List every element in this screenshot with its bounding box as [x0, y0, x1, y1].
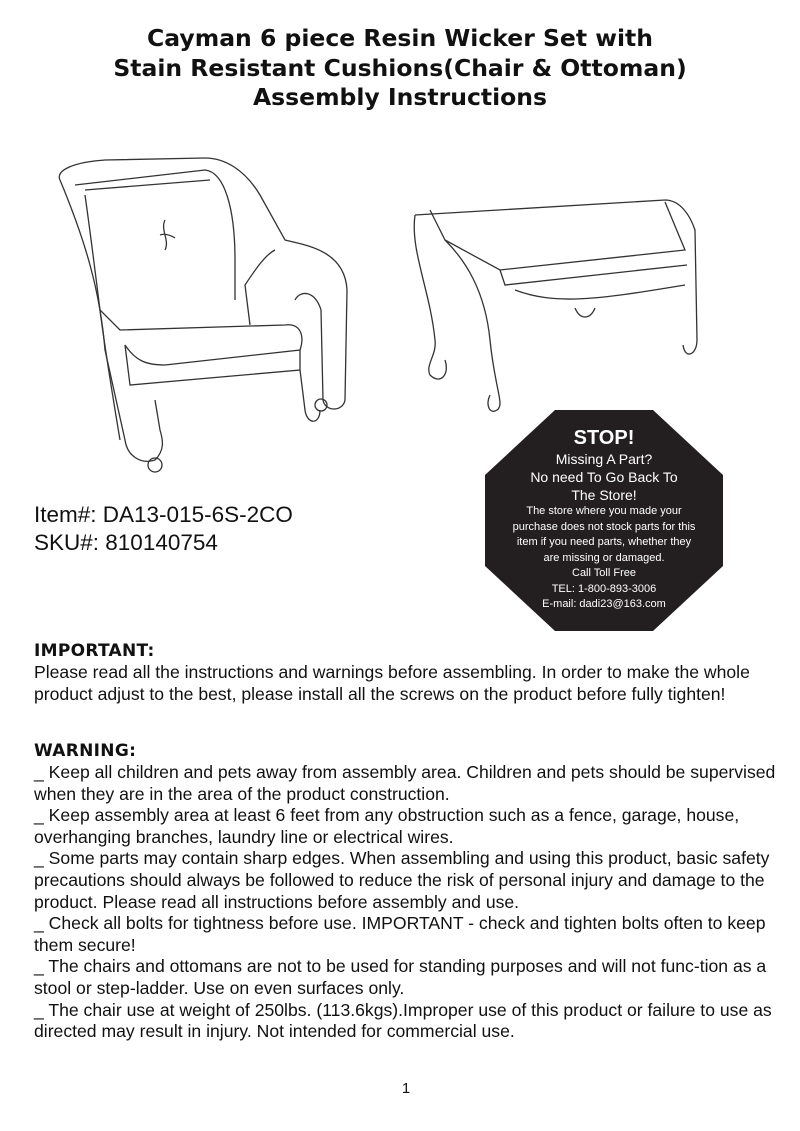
stop-small-line: are missing or damaged.: [543, 551, 665, 564]
warning-item: _ Some parts may contain sharp edges. When assembling and using this product, basic safety precautions should always be followed to reduce the risk of personal injury and damage to the product. Please read all instructions before assembly and use.: [34, 848, 770, 912]
ottoman-illustration: [405, 190, 715, 420]
title-line: Cayman 6 piece Resin Wicker Set with: [147, 24, 653, 52]
page-number: 1: [401, 1080, 411, 1097]
warning-item: _ Check all bolts for tightness before use. IMPORTANT - check and tighten bolts often to keep them secure!: [34, 913, 766, 955]
stop-heading: STOP!: [573, 427, 635, 449]
stop-phone: TEL: 1-800-893-3006: [551, 582, 657, 595]
stop-line: The Store!: [571, 487, 637, 503]
warning-item: _ The chairs and ottomans are not to be used for standing purposes and will not func-tion as a stool or step-ladder. Use on even surfaces only.: [34, 956, 767, 998]
important-heading: IMPORTANT:: [34, 641, 155, 661]
document-title: [0, 24, 800, 113]
stop-line: Missing A Part?: [555, 451, 653, 467]
stop-line: No need To Go Back To: [530, 469, 678, 485]
important-text: Please read all the instructions and warnings before assembling. In order to make the whole product adjust to the best, please install all the screws on the product before fully tighten!: [34, 662, 750, 704]
warning-section: [34, 740, 779, 1043]
title-line: Assembly Instructions: [252, 83, 548, 111]
warning-item: _ Keep assembly area at least 6 feet from any obstruction such as a fence, garage, house, overhanging branches, laundry line or electrical wires.: [34, 805, 740, 847]
stop-small-line: The store where you made your: [526, 505, 682, 517]
title-line: Stain Resistant Cushions(Chair & Ottoman): [113, 53, 687, 82]
stop-small-line: purchase does not stock parts for this: [512, 520, 696, 533]
stop-small-line: item if you need parts, whether they: [516, 536, 692, 548]
important-section: [34, 640, 779, 705]
warning-item: _ The chair use at weight of 250lbs. (113.6kgs).Improper use of this product or failure to use as directed may result in injury. Not intended for commercial use.: [34, 999, 772, 1042]
chair-illustration: [45, 150, 365, 480]
stop-email: E-mail: dadi23@163.com: [542, 598, 666, 610]
item-number: Item#: DA13-015-6S-2CO: [34, 502, 293, 527]
sku-number: SKU#: 810140754: [34, 530, 218, 555]
warning-item: _ Keep all children and pets away from assembly area. Children and pets should be supervised when they are in the area of the product construction.: [34, 762, 776, 804]
stop-small-line: Call Toll Free: [572, 567, 636, 579]
warning-heading: WARNING:: [34, 741, 137, 761]
stop-sign: [485, 410, 723, 631]
